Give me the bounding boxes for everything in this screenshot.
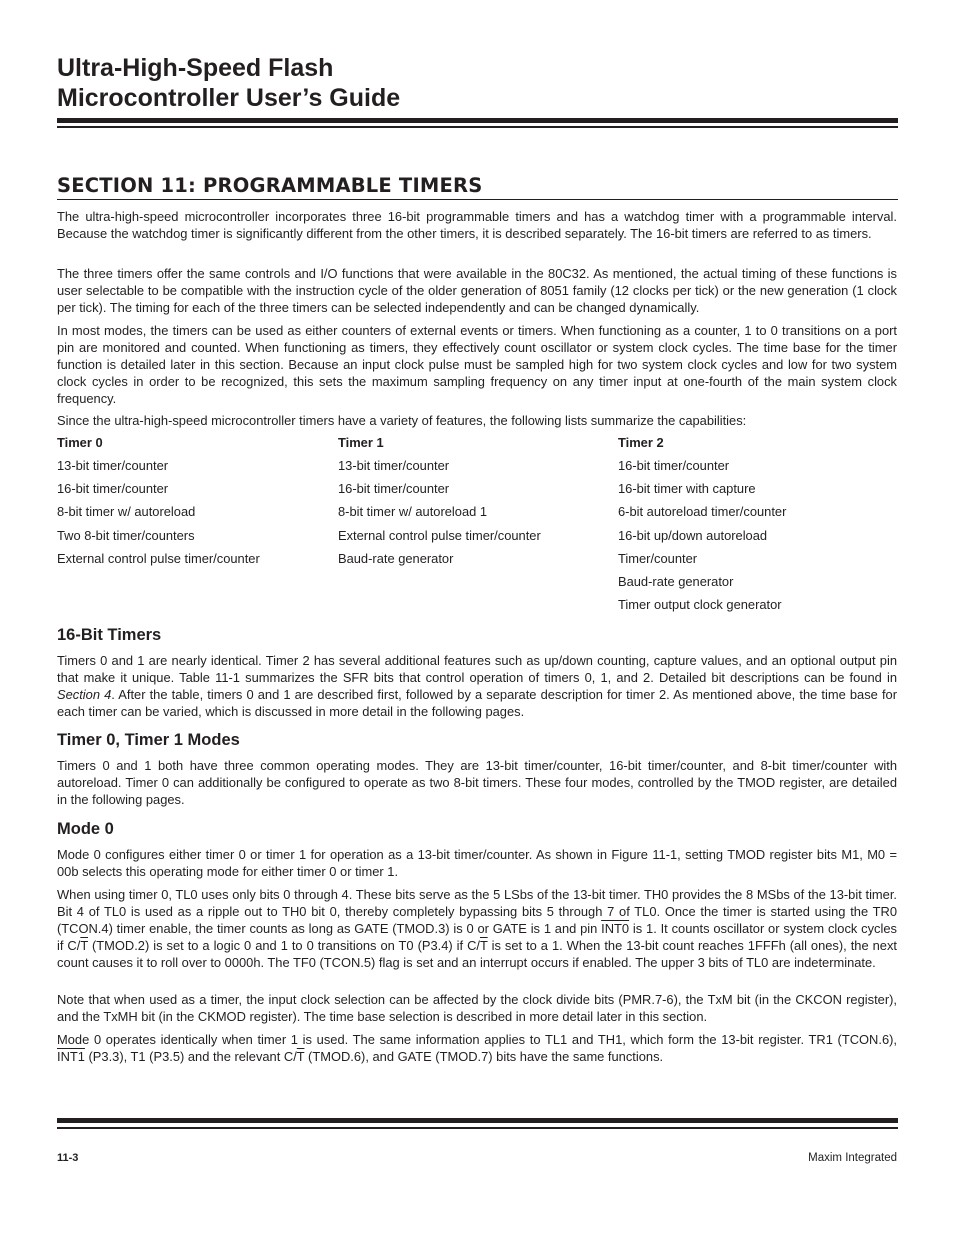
mode0-paragraph-2: [57, 886, 897, 971]
list-item: Baud-rate generator: [618, 573, 734, 589]
intro-paragraph-3: In most modes, the timers can be used as either counters of external events or timers. When functioning as a counter, 1 to 0 transitions on a port pin are monitored and counted. When functioning as timers, they effectively count oscillator or system clock cycles. The time base for the timer function is detailed later in this section. Because an input clock pulse must be sampled high for two system clock cycles and low for two system clock cycles in order to be recognized, this sets the maximum sampling frequency on any timer input at one-fourth of the main system clock frequency.: [57, 323, 897, 406]
mode0-paragraph-1: Mode 0 configures either timer 0 or timer 1 for operation as a 13-bit timer/counter. As shown in Figure 11-1, setting TMOD register bits M1, M0 = 00b selects this operating mode for either timer 0 or timer 1.: [57, 847, 897, 879]
mode0-heading: Mode 0: [57, 820, 114, 838]
timer0-capabilities: [57, 434, 327, 573]
list-item: Timer/counter: [618, 550, 698, 566]
t-bar-signal: $\overline{T}$: [296, 1049, 305, 1064]
section-4-reference: Section 4: [57, 687, 112, 702]
modes-paragraph: Timers 0 and 1 both have three common operating modes. They are 13-bit timer/counter, 16-bit timer/counter, and 8-bit timer/counter with autoreload. Timer 0 can additionally be configured to operate as two 8-bit timers. These four modes, controlled by the TMOD register, are detailed in the following pages.: [57, 758, 897, 807]
document-title: [57, 53, 400, 113]
int1-signal: INT1: [57, 1049, 85, 1064]
bit16-heading: 16-Bit Timers: [57, 626, 162, 644]
list-item: 16-bit timer/counter: [338, 481, 450, 497]
section-title: SECTION 11: PROGRAMMABLE TIMERS: [57, 174, 483, 197]
intro-paragraph-1: The ultra-high-speed microcontroller incorporates three 16-bit programmable timers and has a watchdog timer with a programmable interval. Because the watchdog timer is significantly different from the other timers, it is described separately. The 16-bit timers are referred to as timers.: [57, 209, 897, 241]
mode0-p4-text-a: Mode 0 operates identically when timer 1 is used. The same information applies to TL1 and TH1, which form the 13-bit register. TR1 (TCON.6),: [57, 1032, 897, 1047]
footer-rule-thin: [57, 1127, 898, 1129]
intro-paragraph-4: Since the ultra-high-speed microcontroller timers have a variety of features, the following lists summarize the capabilities:: [57, 413, 747, 428]
document-title-line2: Microcontroller User’s Guide: [57, 84, 401, 112]
mode0-paragraph-4: [57, 1031, 897, 1065]
list-item: 6-bit autoreload timer/counter: [618, 504, 787, 520]
section-title-rule: [57, 199, 898, 200]
list-item: External control pulse timer/counter: [57, 550, 260, 566]
list-item: 16-bit timer/counter: [618, 458, 730, 473]
bit16-text-b: . After the table, timers 0 and 1 are described first, followed by a separate description for timer 2. As mentioned above, the time base for each timer can be varied, which is discussed in more detail in the following pages.: [57, 687, 897, 719]
modes-heading: Timer 0, Timer 1 Modes: [57, 731, 240, 749]
mode0-p4-text-b: (P3.3), T1 (P3.5) and the relevant C/: [84, 1049, 297, 1064]
list-item: Timer output clock generator: [618, 597, 782, 613]
mode0-p2-text-b: is 1. It counts oscillator or system clock cycles if C/: [57, 921, 897, 953]
mode0-p4-text-c: (TMOD.6), and GATE (TMOD.7) bits have the same functions.: [304, 1049, 664, 1064]
list-item: 8-bit timer w/ autoreload 1: [338, 504, 488, 520]
header-rule-thick: [57, 118, 898, 123]
int0-signal: INT0: [601, 921, 630, 936]
bit16-text-a: Timers 0 and 1 are nearly identical. Timer 2 has several additional features such as up/down counting, capture values, and an optional output pin that make it unique. Table 11-1 summarizes the SFR bits that control operation of timers 0, 1, and 2. Detailed bit descriptions can be found in: [57, 653, 897, 685]
list-item: 13-bit timer/counter: [57, 458, 169, 473]
list-item: 13-bit timer/counter: [338, 458, 450, 473]
list-item: 8-bit timer w/ autoreload: [57, 504, 196, 520]
company-name: Maxim Integrated: [808, 1152, 897, 1164]
timer2-capabilities: [618, 434, 888, 619]
mode0-paragraph-3: Note that when used as a timer, the input clock selection can be affected by the clock divide bits (PMR.7-6), the TxM bit (in the CKCON register), and the TxMH bit (in the CKMOD register). The time base selection is described in more detail later in this section.: [57, 992, 897, 1024]
list-item: 16-bit timer with capture: [618, 481, 756, 497]
page-number: 11-3: [57, 1152, 79, 1164]
mode0-p2-text-d: is set to a 1. When the 13-bit count reaches 1FFFh (all ones), the next count causes it to roll over to 0000h. The TF0 (TCON.5) flag is set and an interrupt occurs if enabled. The upper 3 bits of TL0 are indeterminate.: [57, 938, 897, 970]
timer1-heading: Timer 1: [338, 435, 384, 450]
timer1-capabilities: [338, 434, 608, 573]
intro-paragraph-2: The three timers offer the same controls and I/O functions that were available in the 80C32. As mentioned, the actual timing of these functions is user selectable to be compatible with the instruction cycle of the older generation of 8051 family (12 clocks per tick) or the new generation (1 clock per tick). The timing for each of the three timers can be selected independently and can be changed dynamically.: [57, 266, 897, 315]
footer-rule-thick: [57, 1118, 898, 1123]
list-item: External control pulse timer/counter: [338, 527, 541, 543]
timer0-heading: Timer 0: [57, 435, 103, 450]
list-item: 16-bit timer/counter: [57, 481, 169, 497]
list-item: Two 8-bit timer/counters: [57, 527, 195, 543]
list-item: 16-bit up/down autoreload: [618, 527, 768, 543]
t-bar-signal: $\overline{T}$: [80, 938, 88, 953]
mode0-p2-text-c: (TMOD.2) is set to a logic 0 and 1 to 0 transitions on T0 (P3.4) if C/: [87, 938, 480, 953]
document-title-line1: Ultra-High-Speed Flash: [57, 54, 334, 82]
t-bar-signal: $\overline{T}$: [479, 938, 488, 953]
timer2-heading: Timer 2: [618, 435, 664, 450]
header-rule-thin: [57, 126, 898, 128]
mode0-p2-text-a: When using timer 0, TL0 uses only bits 0 through 4. These bits serve as the 5 LSbs of the 13-bit timer. TH0 provides the 8 MSbs of the 13-bit timer. Bit 4 of TL0 is used as a ripple out to TH0 bit 0, thereby completely bypassing bits 5 through 7 of TL0. Once the timer is started using the TR0 (TCON.4) timer enable, the timer counts as long as GATE (TMOD.3) is 0 or GATE is 1 and pin: [57, 887, 897, 936]
bit16-paragraph: [57, 652, 897, 720]
list-item: Baud-rate generator: [338, 550, 454, 566]
